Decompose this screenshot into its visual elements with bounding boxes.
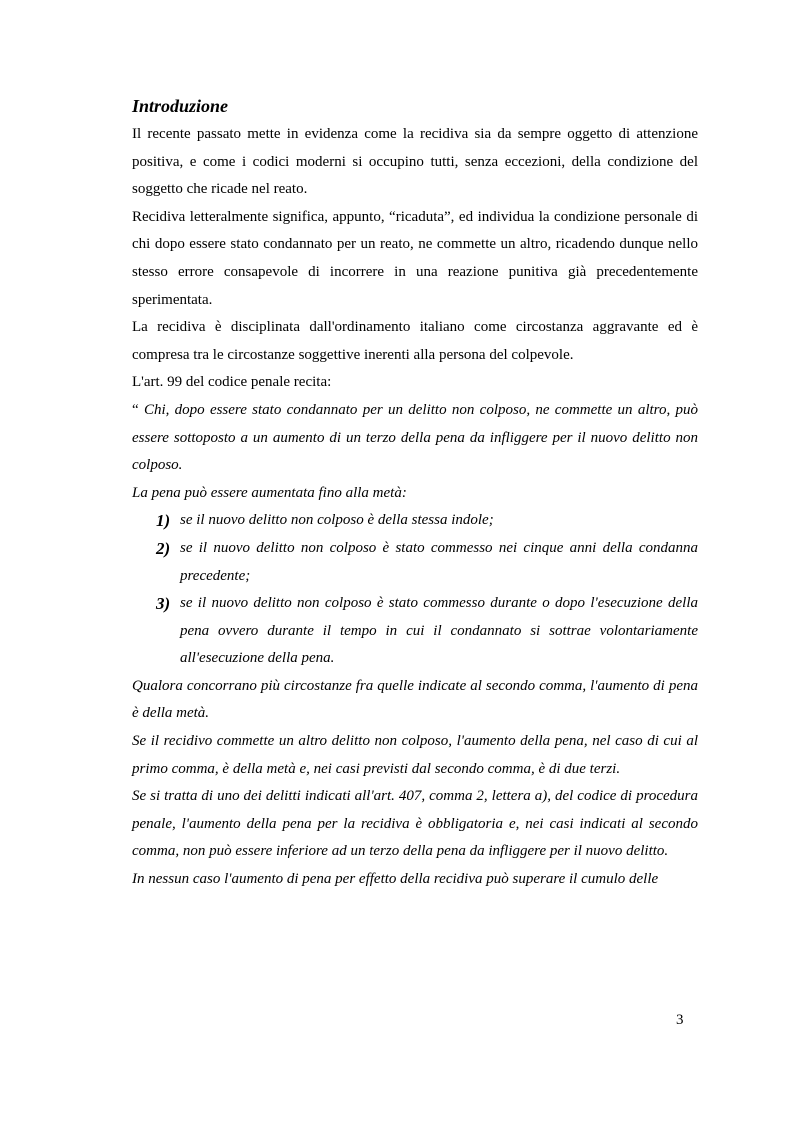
quote-open-mark: “ xyxy=(132,401,144,418)
list-item-text: se il nuovo delitto non colposo è della stessa indole; xyxy=(180,512,494,529)
list-item-number: 1) xyxy=(156,511,171,531)
list-item xyxy=(132,507,698,535)
page-number: 3 xyxy=(676,1012,684,1028)
paragraph-1: Il recente passato mette in evidenza come la recidiva sia da sempre oggetto di attenzione positiva, e come i codici moderni si occupino tutti, senza eccezioni, della condizione del soggetto che ricade nel reato. xyxy=(132,126,698,198)
paragraph-4: L'art. 99 del codice penale recita: xyxy=(132,374,332,391)
quote-first-paragraph xyxy=(132,397,698,480)
quote-paragraph-5: Qualora concorrano più circostanze fra quelle indicate al secondo comma, l'aumento di pena è della metà. xyxy=(132,677,698,722)
paragraph-3: La recidiva è disciplinata dall'ordinamento italiano come circostanza aggravante ed è compresa tra le circostanze soggettive inerenti alla persona del colpevole. xyxy=(132,319,698,363)
list-item xyxy=(132,535,698,590)
quote-paragraph-6: Se il recidivo commette un altro delitto non colposo, l'aumento della pena, nel caso di cui al primo comma, è della metà e, nei casi previsti dal secondo comma, è di due terzi. xyxy=(132,733,698,777)
list-item-text: se il nuovo delitto non colposo è stato commesso durante o dopo l'esecuzione della pena ovvero durante il tempo in cui il condannato si sottrae volontariamente all'esecuzione della pena. xyxy=(180,595,698,667)
quote-paragraph-8: In nessun caso l'aumento di pena per effetto della recidiva può superare il cumulo delle xyxy=(132,871,659,888)
quote-list-intro: La pena può essere aumentata fino alla metà: xyxy=(132,484,407,501)
quote-first-text: Chi, dopo essere stato condannato per un delitto non colposo, ne commette un altro, può essere sottoposto a un aumento di un terzo della pena da infliggere per il nuovo delitto non colposo. xyxy=(132,401,698,474)
list-item-number: 2) xyxy=(156,538,171,558)
section-title: Introduzione xyxy=(132,96,229,116)
list-item-text: se il nuovo delitto non colposo è stato commesso nei cinque anni della condanna precedente; xyxy=(180,539,698,584)
numbered-list xyxy=(132,507,698,673)
document-page xyxy=(132,92,698,894)
quote-paragraph-7: Se si tratta di uno dei delitti indicati all'art. 407, comma 2, lettera a), del codice di procedura penale, l'aumento della pena per la recidiva è obbligatoria e, nei casi indicati al secondo comma, non può essere inferiore ad un terzo della pena da infliggere per il nuovo delitto. xyxy=(132,788,698,860)
paragraph-2: Recidiva letteralmente significa, appunto, “ricaduta”, ed individua la condizione personale di chi dopo essere stato condannato per un reato, ne commette un altro, ricadendo dunque nello stesso errore consapevole di incorrere in una reazione punitiva già precedentemente sperimentata. xyxy=(132,208,698,308)
list-item-number: 3) xyxy=(156,594,171,614)
list-item xyxy=(132,590,698,673)
